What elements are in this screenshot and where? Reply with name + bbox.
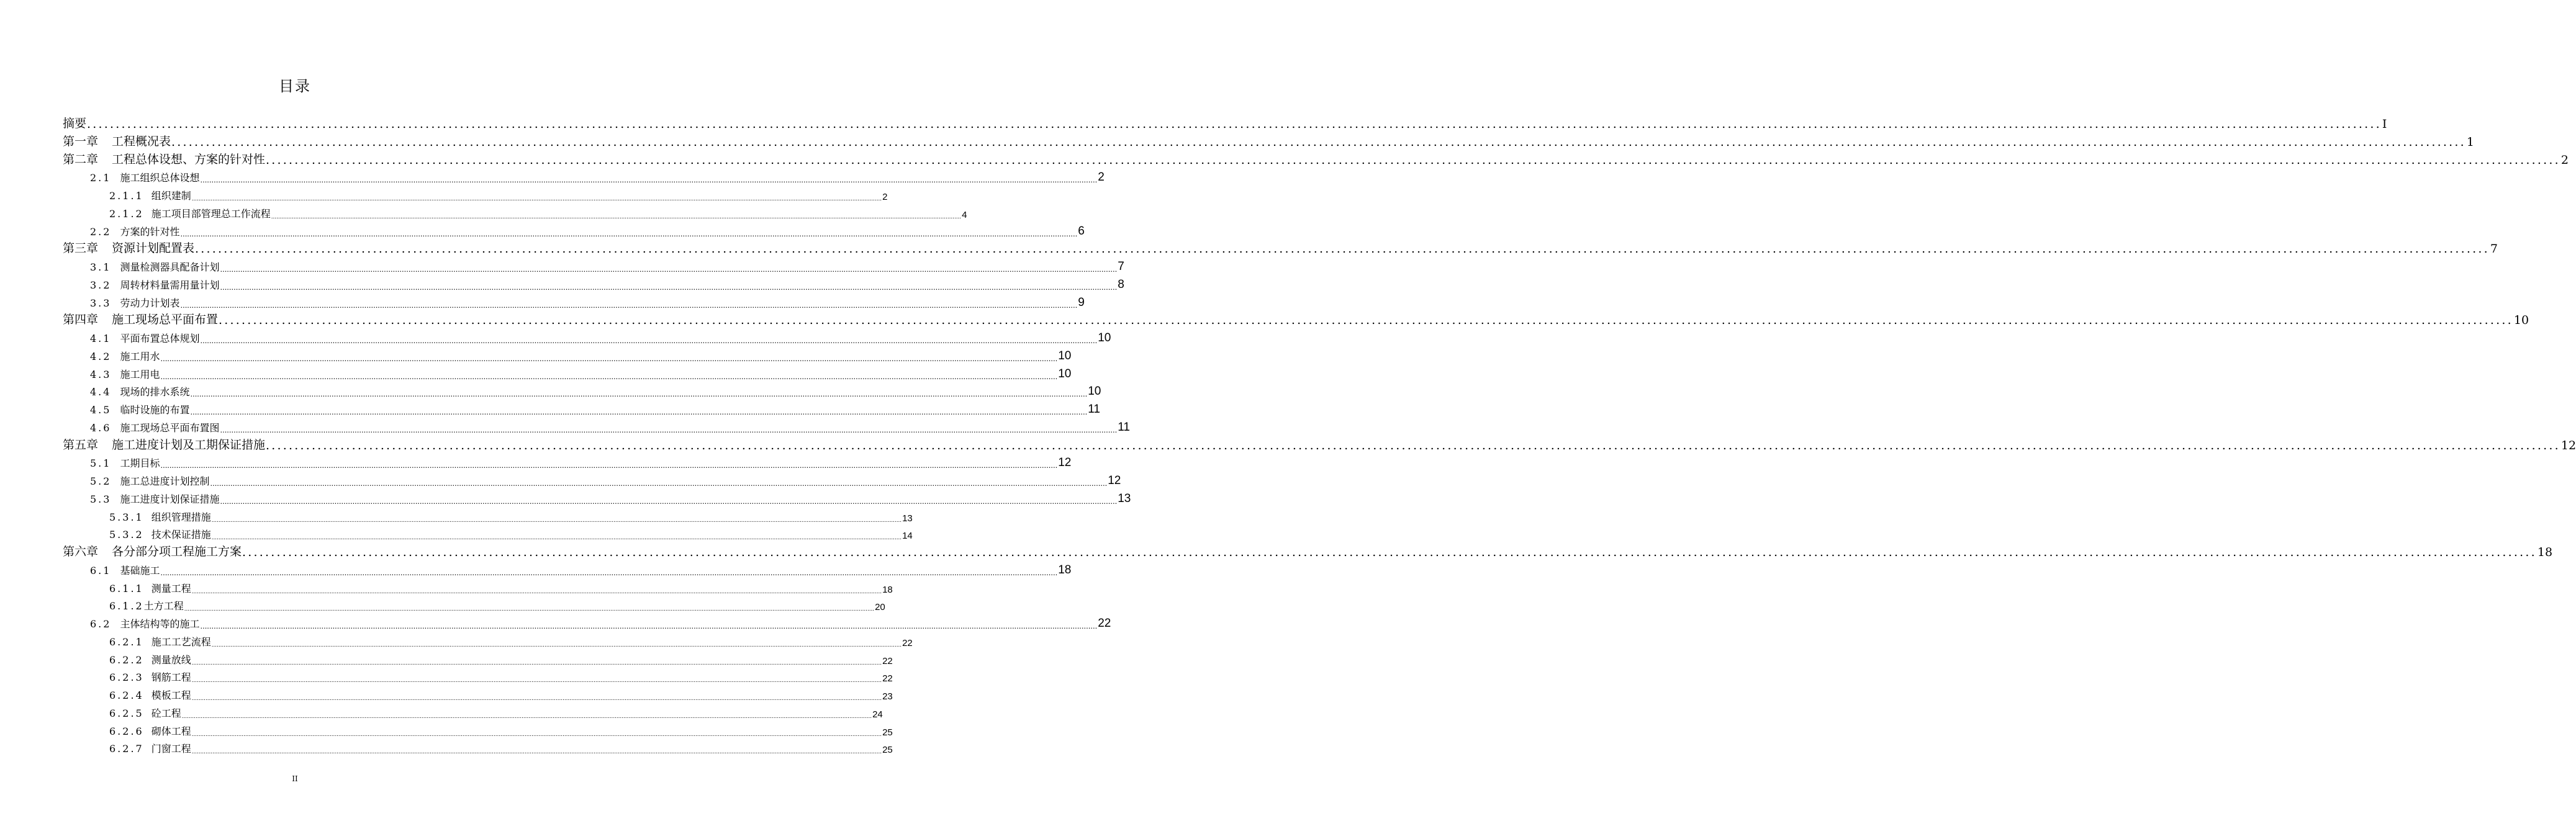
toc-leader-dots: ................................................................................................................................................................................................................................................................................................................................................................................................................ [220, 496, 1118, 506]
toc-entry-title: 测量工程 [151, 582, 191, 594]
toc-entry[interactable] [90, 452, 1072, 470]
toc-entry-title: 工期目标 [120, 457, 160, 470]
toc-entry[interactable] [63, 542, 2553, 559]
toc-entry-number: 6.1 [90, 564, 112, 576]
toc-entry-number: 6.2.7 [109, 743, 144, 755]
toc-entry[interactable] [109, 684, 893, 702]
toc-entry[interactable] [109, 524, 913, 542]
toc-entry-number: 3.1 [90, 261, 112, 273]
toc-entry-number: 3.3 [90, 297, 112, 309]
toc-entry[interactable] [109, 666, 893, 684]
toc-entry[interactable] [63, 132, 2474, 149]
toc-entry-page: 8 [1118, 277, 1124, 291]
toc-entry-page: 4 [962, 209, 967, 220]
toc-entry-label [90, 331, 199, 345]
toc-entry-page: 10 [1058, 367, 1072, 380]
toc-entry[interactable] [63, 310, 2529, 328]
toc-leader-dots: ................................................................................................................................................................................................................................................................................................................................................................................................................ [191, 748, 882, 756]
toc-entry-label [90, 491, 219, 506]
toc-entry-number: 3.2 [90, 279, 112, 291]
toc-entry-label [90, 402, 189, 416]
toc-entry-label [109, 206, 271, 220]
toc-entry-title: 周转材料量需用量计划 [120, 279, 220, 291]
toc-entry[interactable] [109, 506, 913, 524]
toc-leader-dots: ................................................................................................................................................................................................................................................................................................................................................................................................................ [171, 135, 2466, 149]
toc-entry[interactable] [90, 292, 1085, 310]
toc-entry[interactable] [90, 399, 1100, 416]
toc-leader-dots: ................................................................................................................................................................................................................................................................................................................................................................................................................ [190, 389, 1088, 399]
toc-entry-number: 5.3.1 [109, 511, 144, 523]
toc-entry[interactable] [90, 470, 1121, 488]
toc-entry-title: 土方工程 [143, 600, 184, 612]
toc-entry-number: 4.4 [90, 386, 112, 398]
toc-entry-number: 6.1.2 [109, 600, 144, 612]
toc-entry-label [63, 542, 242, 559]
toc-leader-dots: ................................................................................................................................................................................................................................................................................................................................................................................................................ [191, 195, 882, 202]
toc-entry-number: 6.2.3 [109, 671, 144, 684]
toc-entry-title: 劳动力计划表 [120, 297, 180, 309]
toc-entry-page: 25 [882, 727, 893, 738]
toc-entry-page: 2 [2560, 153, 2569, 167]
toc-entry-label [109, 581, 191, 595]
toc-entry-title: 施工进度计划及工期保证措施 [112, 437, 266, 452]
toc-entry[interactable] [90, 613, 1111, 630]
toc-entry[interactable] [63, 238, 2498, 256]
toc-entry-label [109, 527, 211, 541]
toc-entry-page: 18 [882, 584, 893, 595]
page-number-footer: II [292, 774, 298, 783]
toc-entry-page: 7 [1118, 260, 1124, 273]
toc-entry-page: 24 [872, 709, 883, 720]
toc-entry-number: 6.2.5 [109, 707, 144, 719]
toc-entry-title: 施工进度计划保证措施 [120, 493, 220, 505]
toc-entry-title: 施工项目部管理总工作流程 [151, 207, 271, 220]
toc-entry-title: 模板工程 [151, 689, 191, 701]
toc-entry-title: 组织建制 [151, 190, 191, 202]
toc-entry-page: 10 [1088, 385, 1101, 398]
toc-entry[interactable] [90, 417, 1130, 434]
toc-entry-label [90, 349, 160, 363]
toc-entry-title: 钢筋工程 [151, 671, 191, 684]
toc-leader-dots: ................................................................................................................................................................................................................................................................................................................................................................................................................ [266, 438, 2560, 452]
toc-entry-title: 施工现场总平面布置图 [120, 421, 220, 434]
toc-entry-number: 第六章 [63, 545, 99, 558]
toc-entry-label [63, 310, 218, 327]
toc-entry[interactable] [90, 221, 1085, 238]
toc-entry-page: 18 [1058, 563, 1072, 576]
toc-entry-page: 22 [1098, 617, 1111, 630]
toc-entry-page: 14 [902, 531, 913, 542]
toc-entry-title: 平面布置总体规划 [120, 333, 200, 344]
toc-entry-page: 18 [2537, 545, 2553, 559]
toc-entry[interactable] [90, 381, 1101, 399]
toc-entry-page: 11 [1088, 403, 1100, 416]
toc-entry[interactable] [109, 649, 893, 666]
toc-entry-title: 测量检测器具配备计划 [120, 261, 220, 273]
toc-entry-title: 施工总进度计划控制 [120, 475, 210, 487]
toc-entry-title: 施工用电 [120, 368, 160, 380]
toc-entry-number: 6.2.2 [109, 653, 144, 666]
toc-entry-title: 施工工艺流程 [151, 635, 211, 648]
toc-entry-title: 方案的针对性 [120, 225, 180, 238]
toc-entry-number: 5.3.2 [109, 529, 144, 541]
toc-entry-label [109, 634, 211, 648]
toc-entry-label [63, 436, 265, 452]
toc-leader-dots: ................................................................................................................................................................................................................................................................................................................................................................................................................ [191, 677, 882, 684]
toc-entry[interactable] [109, 631, 913, 648]
toc-leader-dots: ................................................................................................................................................................................................................................................................................................................................................................................................................ [200, 175, 1098, 185]
toc-entry-page: 7 [2490, 242, 2498, 256]
toc-leader-dots: ................................................................................................................................................................................................................................................................................................................................................................................................................ [220, 282, 1118, 292]
toc-entry-title: 摘要 [63, 117, 87, 130]
toc-entry-page: 9 [1078, 295, 1085, 309]
toc-entry-label [63, 150, 265, 167]
toc-leader-dots: ................................................................................................................................................................................................................................................................................................................................................................................................................ [195, 242, 2490, 256]
toc-entry-label [109, 741, 191, 755]
toc-entry-number: 6.2.6 [109, 725, 144, 737]
toc-entry-page: 22 [902, 637, 913, 648]
toc-entry-number: 6.2.1 [109, 635, 144, 648]
toc-entry[interactable] [109, 720, 893, 738]
toc-entry-number: 第二章 [63, 152, 99, 166]
toc-entry-page: 12 [1058, 456, 1072, 470]
toc-entry-title: 工程总体设想、方案的针对性 [112, 152, 266, 166]
toc-leader-dots: ................................................................................................................................................................................................................................................................................................................................................................................................................ [191, 730, 882, 738]
toc-entry[interactable] [90, 328, 1111, 345]
toc-entry[interactable] [90, 488, 1131, 506]
toc-entry-page: 1 [2466, 135, 2474, 149]
toc-entry-page: I [2382, 117, 2387, 131]
toc-leader-dots: ................................................................................................................................................................................................................................................................................................................................................................................................................ [160, 353, 1058, 363]
toc-entry-page: 13 [1118, 491, 1131, 505]
toc-entry-page: 22 [882, 673, 893, 684]
toc-entry-title: 砼工程 [151, 707, 181, 719]
toc-entry-page: 6 [1078, 224, 1085, 238]
toc-entry-label [109, 188, 191, 202]
toc-entry-page: 11 [1118, 420, 1130, 434]
toc-leader-dots: ................................................................................................................................................................................................................................................................................................................................................................................................................ [266, 153, 2560, 167]
toc-entry[interactable] [109, 595, 885, 613]
toc-entry-label [90, 616, 199, 630]
toc-entry-label [90, 563, 160, 577]
toc-entry-number: 4.1 [90, 333, 112, 344]
toc-entry[interactable] [90, 167, 1105, 185]
toc-entry-title: 各分部分项工程施工方案 [112, 545, 242, 558]
toc-leader-dots: ................................................................................................................................................................................................................................................................................................................................................................................................................ [211, 641, 902, 648]
toc-entry-title: 临时设施的布置 [120, 404, 190, 416]
toc-entry-number: 5.1 [90, 457, 112, 470]
toc-leader-dots: ................................................................................................................................................................................................................................................................................................................................................................................................................ [220, 264, 1118, 274]
toc-entry[interactable] [90, 256, 1124, 274]
toc-entry-number: 2.1.2 [109, 207, 144, 220]
toc-entry-label [90, 420, 219, 434]
toc-entry-title: 技术保证措施 [151, 529, 211, 541]
toc-leader-dots: ................................................................................................................................................................................................................................................................................................................................................................................................................ [211, 534, 902, 542]
toc-entry-label [109, 670, 191, 684]
toc-entry[interactable] [63, 435, 2576, 452]
toc-entry-label [90, 384, 189, 398]
toc-entry[interactable] [109, 203, 967, 220]
toc-entry-label [90, 224, 179, 238]
toc-entry[interactable] [109, 702, 883, 720]
toc-entry-number: 6.2.4 [109, 689, 144, 701]
toc-entry[interactable] [90, 364, 1072, 381]
toc-leader-dots: ................................................................................................................................................................................................................................................................................................................................................................................................................ [191, 695, 882, 702]
toc-leader-dots: ................................................................................................................................................................................................................................................................................................................................................................................................................ [191, 588, 882, 595]
toc-entry-label [90, 170, 199, 184]
toc-leader-dots: ................................................................................................................................................................................................................................................................................................................................................................................................................ [184, 606, 875, 613]
toc-leader-dots: ................................................................................................................................................................................................................................................................................................................................................................................................................ [271, 213, 962, 220]
toc-entry-title: 测量放线 [151, 653, 191, 666]
toc-entry-label [109, 688, 191, 702]
toc-title: 目录 [279, 78, 311, 95]
toc-entry-title: 工程概况表 [112, 134, 171, 148]
toc-entry-title: 基础施工 [120, 564, 160, 576]
toc-entry-number: 5.3 [90, 493, 112, 505]
toc-entry-number: 2.1.1 [109, 190, 144, 202]
toc-leader-dots: ................................................................................................................................................................................................................................................................................................................................................................................................................ [210, 478, 1108, 488]
toc-entry-number: 4.3 [90, 368, 112, 380]
toc-entry[interactable] [90, 346, 1072, 363]
toc-entry-title: 施工现场总平面布置 [112, 313, 219, 327]
toc-entry-number: 4.5 [90, 404, 112, 416]
toc-entry-title: 资源计划配置表 [112, 241, 195, 256]
toc-leader-dots: ................................................................................................................................................................................................................................................................................................................................................................................................................ [181, 712, 872, 720]
toc-entry-label [63, 239, 194, 256]
toc-entry-label [90, 277, 219, 292]
toc-entry-number: 第三章 [63, 241, 99, 256]
toc-leader-dots: ................................................................................................................................................................................................................................................................................................................................................................................................................ [219, 313, 2513, 328]
toc-entry-title: 施工组织总体设想 [120, 172, 200, 184]
toc-entry-page: 20 [875, 602, 885, 613]
toc-leader-dots: ................................................................................................................................................................................................................................................................................................................................................................................................................ [160, 371, 1058, 381]
toc-entry-label [109, 652, 191, 666]
toc-entry-number: 2.2 [90, 225, 112, 238]
toc-entry[interactable] [90, 560, 1072, 577]
toc-leader-dots: ................................................................................................................................................................................................................................................................................................................................................................................................................ [180, 300, 1078, 310]
toc-entry-number: 第一章 [63, 134, 99, 148]
toc-entry-page: 22 [882, 655, 893, 666]
toc-entry-page: 10 [1098, 331, 1111, 344]
toc-entry-label [90, 367, 160, 381]
toc-entry-number: 6.1.1 [109, 582, 144, 594]
toc-leader-dots: ................................................................................................................................................................................................................................................................................................................................................................................................................ [220, 424, 1118, 434]
toc-entry-label [109, 724, 191, 738]
toc-entry-number: 6.2 [90, 618, 112, 630]
toc-entry-label [109, 598, 184, 612]
toc-entry-label [90, 455, 160, 470]
toc-entry-page: 12 [2560, 438, 2576, 452]
toc-entry-title: 砌体工程 [151, 725, 191, 737]
toc-entry[interactable] [63, 150, 2569, 167]
toc-entry-number: 4.2 [90, 350, 112, 362]
toc-leader-dots: ................................................................................................................................................................................................................................................................................................................................................................................................................ [200, 336, 1098, 345]
toc-entry-title: 门窗工程 [151, 743, 191, 755]
toc-entry-number: 4.6 [90, 421, 112, 434]
toc-entry-title: 现场的排水系统 [120, 386, 190, 398]
toc-leader-dots: ................................................................................................................................................................................................................................................................................................................................................................................................................ [160, 567, 1058, 577]
toc-entry-label [63, 132, 171, 149]
toc-entry-label [109, 706, 181, 720]
toc-entry-title: 主体结构等的施工 [120, 618, 200, 630]
toc-entry-page: 23 [882, 691, 893, 702]
toc-entry-label [63, 114, 86, 131]
toc-entry[interactable] [90, 274, 1124, 292]
toc-entry-page: 10 [1058, 349, 1072, 362]
toc-entry-label [90, 259, 219, 274]
toc-leader-dots: ................................................................................................................................................................................................................................................................................................................................................................................................................ [211, 516, 902, 524]
toc-leader-dots: ................................................................................................................................................................................................................................................................................................................................................................................................................ [191, 659, 882, 666]
toc-entry-title: 组织管理措施 [151, 511, 211, 523]
toc-entry-label [109, 509, 211, 524]
toc-entry[interactable] [109, 738, 893, 756]
toc-entry-page: 25 [882, 745, 893, 756]
toc-entry-number: 第五章 [63, 437, 99, 452]
toc-entry[interactable] [109, 578, 893, 595]
toc-entry-number: 2.1 [90, 172, 112, 184]
toc-entry-page: 12 [1108, 474, 1121, 487]
toc-entry-label [90, 295, 179, 310]
toc-entry-number: 第四章 [63, 313, 99, 327]
toc-leader-dots: ................................................................................................................................................................................................................................................................................................................................................................................................................ [200, 621, 1098, 630]
toc-leader-dots: ................................................................................................................................................................................................................................................................................................................................................................................................................ [180, 228, 1078, 238]
toc-entry-label [90, 473, 209, 488]
toc-entry-page: 2 [1098, 171, 1105, 184]
toc-leader-dots: ................................................................................................................................................................................................................................................................................................................................................................................................................ [242, 545, 2537, 559]
toc-entry-page: 10 [2513, 313, 2529, 328]
toc-leader-dots: ................................................................................................................................................................................................................................................................................................................................................................................................................ [190, 407, 1088, 416]
toc-entry-page: 13 [902, 513, 913, 524]
toc-entry-title: 施工用水 [120, 350, 160, 362]
toc-leader-dots: ................................................................................................................................................................................................................................................................................................................................................................................................................ [160, 460, 1058, 470]
toc-entry-page: 2 [882, 192, 888, 202]
toc-entry[interactable] [63, 114, 2387, 131]
toc-leader-dots: ................................................................................................................................................................................................................................................................................................................................................................................................................ [87, 117, 2382, 131]
toc-entry-number: 5.2 [90, 475, 112, 487]
toc-entry[interactable] [109, 185, 888, 202]
